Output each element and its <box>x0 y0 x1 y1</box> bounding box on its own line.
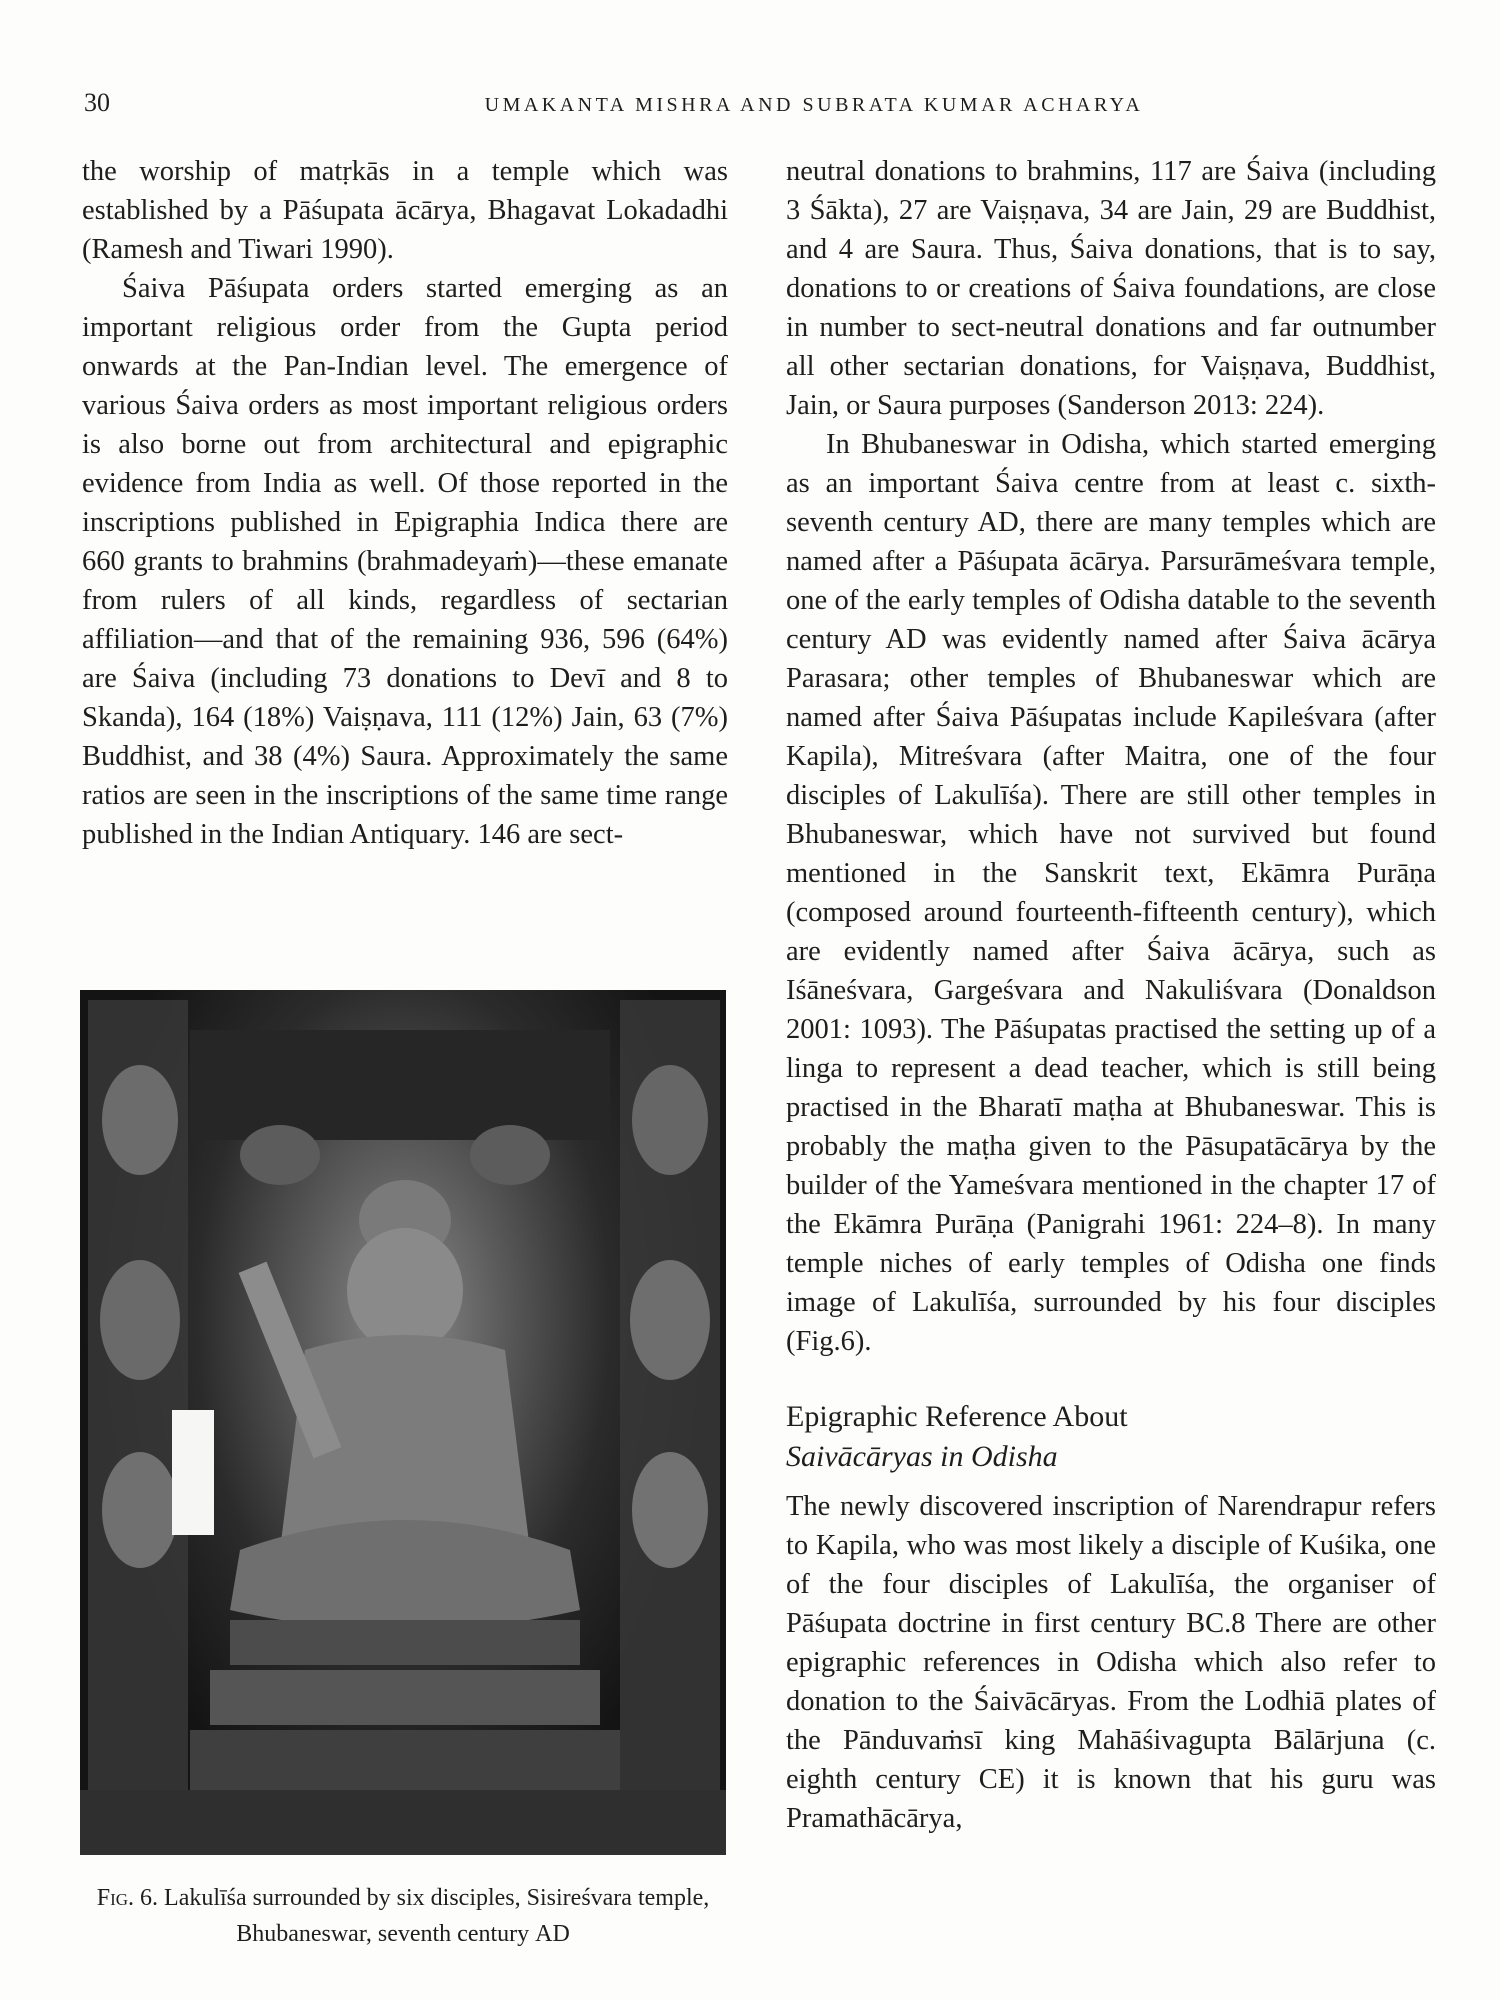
running-head: UMAKANTA MISHRA AND SUBRATA KUMAR ACHARYA <box>484 94 1144 116</box>
figure-lakulisa-photo <box>80 990 726 1855</box>
section-heading <box>786 1397 1436 1477</box>
sculpture-illustration <box>80 990 726 1855</box>
caption-text: Lakulīśa surrounded by six disciples, Sisireśvara temple, Bhubaneswar, seventh century <box>164 1885 710 1947</box>
right-column <box>786 152 1436 1838</box>
paragraph: neutral donations to brahmins, 117 are Śaiva (including 3 Śākta), 27 are Vaiṣṇava, 34 are Jain, 29 are Buddhist, and 4 are Saura. Thus, Śaiva donations, that is to say, donations to or creations of Śaiva foundations, are close in number to sect-neutral donations and far outnumber all other sectarian donations, for Vaiṣṇava, Buddhist, Jain, or Saura purposes (Sanderson 2013: 224). <box>786 156 1436 421</box>
page-header <box>84 88 1444 128</box>
paragraph: the worship of matṛkās in a temple which was established by a Pāśupata ācārya, Bhagavat Lokadadhi (Ramesh and Tiwari 1990). <box>82 156 728 265</box>
paragraph: The newly discovered inscription of Narendrapur refers to Kapila, who was most likely a disciple of Kuśika, one of the four disciples of Lakulīśa, the organiser of Pāśupata doctrine in first century BC.8 There are other epigraphic references in Odisha which also refer to donation to the Śaivācāryas. From the Lodhiā plates of the Pānduvaṁsī king Mahāśivagupta Bālārjuna (c. eighth century CE) it is known that his guru was Pramathācārya, <box>786 1491 1436 1834</box>
left-column <box>82 152 728 854</box>
section-heading-line2: Saivācāryas in Odisha <box>786 1440 1058 1473</box>
figure-caption <box>80 1880 726 1952</box>
page-number: 30 <box>84 88 110 117</box>
section-heading-line1: Epigraphic Reference About <box>786 1400 1128 1433</box>
paragraph: In Bhubaneswar in Odisha, which started emerging as an important Śaiva centre from at least c. sixth-seventh century AD, there are many temples which are named after a Pāśupata ācārya. Parsurāmeśvara temple, one of the early temples of Odisha datable to the seventh century AD was evidently named after Śaiva ācārya Parasara; other temples of Bhubaneswar which are named after Śaiva Pāśupatas include Kapileśvara (after Kapila), Mitreśvara (after Maitra, one of the four disciples of Lakulīśa). There are still other temples in Bhubaneswar, which have not survived but found mentioned in the Sanskrit text, Ekāmra Purāṇa (composed around fourteenth-fifteenth century), which are evidently named after Śaiva ācārya, such as Iśāneśvara, Gargeśvara and Nakuliśvara (Donaldson 2001: 1093). The Pāśupatas practised the setting up of a linga to represent a dead teacher, which is still being practised in the Bharatī maṭha at Bhubaneswar. This is probably the maṭha given to the Pāsupatācārya by the builder of the Yameśvara mentioned in the chapter 17 of the Ekāmra Purāṇa (Panigrahi 1961: 224–8). In many temple niches of early temples of Odisha one finds image of Lakulīśa, surrounded by his four disciples (Fig.6). <box>786 429 1436 1357</box>
caption-era: AD <box>535 1921 570 1947</box>
figure-label: Fig. 6. <box>96 1885 159 1911</box>
paragraph: Śaiva Pāśupata orders started emerging as an important religious order from the Gupta period onwards at the Pan-Indian level. The emergence of various Śaiva orders as most important religious orders is also borne out from architectural and epigraphic evidence from India as well. Of those reported in the inscriptions published in Epigraphia Indica there are 660 grants to brahmins (brahmadeyaṁ)—these emanate from rulers of all kinds, regardless of sectarian affiliation—and that of the remaining 936, 596 (64%) are Śaiva (including 73 donations to Devī and 8 to Skanda), 164 (18%) Vaiṣṇava, 111 (12%) Jain, 63 (7%) Buddhist, and 38 (4%) Saura. Approximately the same ratios are seen in the inscriptions of the same time range published in the Indian Antiquary. 146 are sect- <box>82 273 728 850</box>
